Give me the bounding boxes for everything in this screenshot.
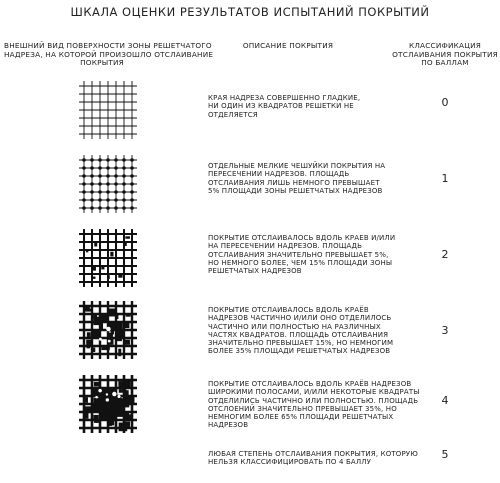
description-line: БОЛЕЕ 35% ПЛОЩАДИ РЕШЕТЧАТЫХ НАДРЕЗОВ (208, 347, 391, 356)
flake-mark (114, 190, 118, 194)
peel-mark (108, 309, 115, 317)
flake-mark (122, 174, 126, 178)
peel-mark (86, 340, 90, 349)
flake-mark (106, 166, 110, 170)
flake-mark (90, 158, 94, 162)
header-line: ОТСЛАИВАНИЯ ПОКРЫТИЯ (392, 49, 498, 59)
description-line: ПОКРЫТИЕ ОТСЛАИВАЛОСЬ ВДОЛЬ КРАЕВ И/ИЛИ (208, 234, 396, 242)
header-line: ВНЕШНИЙ ВИД ПОВЕРХНОСТИ ЗОНЫ РЕШЕТЧАТОГО (4, 41, 212, 50)
flake-mark (90, 166, 94, 170)
peel-mark (101, 265, 104, 269)
speck-mark (108, 340, 111, 343)
flake-mark (98, 198, 102, 202)
lattice-grid-illustration (78, 300, 138, 360)
flake-mark (114, 166, 118, 170)
score-value: 1 (441, 172, 449, 185)
flake-mark (130, 182, 134, 186)
peel-mark (84, 305, 90, 312)
row-description (208, 306, 393, 356)
score-value: 0 (441, 96, 449, 109)
peel-mark (92, 277, 95, 279)
peel-mark (123, 242, 126, 246)
flake-mark (98, 174, 102, 178)
flake-mark (114, 182, 118, 186)
description-line: ОТСЛАИВАНИЯ ЛИШЬ НЕМНОГО ПРЕВЫШАЕТ (208, 178, 380, 187)
detached-square (100, 404, 108, 412)
flake-mark (90, 174, 94, 178)
peel-mark (123, 340, 130, 345)
flake-mark (98, 206, 102, 210)
flake-mark (98, 190, 102, 194)
cross-cut-grid-svg (78, 228, 138, 288)
flake-mark (130, 166, 134, 170)
peel-mark (118, 349, 121, 357)
flake-mark (82, 198, 86, 202)
flake-mark (106, 198, 110, 202)
description-line: НИ ОДИН ИЗ КВАДРАТОВ РЕШЕТКИ НЕ (208, 102, 354, 111)
flake-mark (98, 158, 102, 162)
speck-mark (95, 396, 98, 399)
row-description (208, 380, 420, 430)
peel-mark (93, 415, 98, 421)
flake-mark (82, 206, 86, 210)
peel-mark (126, 313, 131, 317)
peel-mark (124, 412, 129, 418)
peel-mark (109, 420, 114, 426)
peel-mark (124, 321, 129, 328)
description-line: РЕШЕТЧАТЫХ НАДРЕЗОВ (208, 267, 302, 276)
detached-square (100, 314, 108, 322)
peel-mark (125, 236, 130, 238)
description-line: ПЕРЕСЕЧЕНИИ НАДРЕЗОВ. ПЛОЩАДЬ (208, 170, 350, 179)
peel-mark (124, 390, 129, 397)
description-line: ШИРОКИМИ ПОЛОСАМИ, И/ИЛИ НЕКОТОРЫЕ КВАДРАТЫ (208, 388, 420, 397)
description-line: ОТСЛОЕНИЙ ЗНАЧИТЕЛЬНО ПРЕВЫШАЕТ 35%, НО (208, 404, 397, 413)
description-line: НЕЛЬЗЯ КЛАССИФИЦИРОВАТЬ ПО 4 БАЛЛУ (208, 458, 372, 467)
description-line: ОТСЛАИВАНИЯ ЗНАЧИТЕЛЬНО ПРЕВЫШАЕТ 5%, (208, 250, 389, 259)
peel-mark (101, 346, 109, 351)
flake-mark (130, 190, 134, 194)
flake-mark (130, 198, 134, 202)
cross-cut-grid-svg (78, 300, 138, 360)
peel-mark (84, 406, 91, 412)
lattice-grid-illustration (78, 80, 138, 140)
detached-square (100, 412, 108, 420)
flake-mark (98, 166, 102, 170)
flake-mark (90, 190, 94, 194)
flake-mark (114, 198, 118, 202)
flake-mark (106, 158, 110, 162)
score-value: 3 (441, 324, 449, 337)
flake-mark (122, 190, 126, 194)
flake-mark (82, 174, 86, 178)
flake-mark (106, 190, 110, 194)
flake-mark (82, 182, 86, 186)
description-line: НАДРЕЗОВ ЧАСТИЧНО И/ИЛИ ОНО ОТДЕЛИЛОСЬ (208, 314, 392, 323)
lattice-grid-illustration (78, 228, 138, 288)
peel-mark (110, 252, 113, 257)
detached-square (116, 330, 124, 338)
detached-square (108, 412, 116, 420)
flake-mark (122, 158, 126, 162)
peel-mark (116, 323, 122, 330)
description-line: НЕМНОГИМ БОЛЕЕ 65% ПЛОЩАДИ РЕШЕТЧАТЫХ (208, 413, 394, 422)
description-line: ЧАСТЯХ КВАДРАТОВ. ПЛОЩАДЬ ОТСЛАИВАНИЯ (208, 330, 389, 339)
speck-mark (106, 393, 108, 395)
detached-square (92, 330, 100, 338)
description-line: НО НЕМНОГО БОЛЕЕ, ЧЕМ 15% ПЛОЩАДИ ЗОНЫ (208, 258, 393, 267)
peel-mark (93, 266, 96, 271)
flake-mark (130, 174, 134, 178)
detached-square (92, 388, 100, 396)
header-line: КЛАССИФИКАЦИЯ (408, 41, 481, 50)
speck-mark (112, 392, 116, 396)
speck-mark (106, 398, 109, 401)
flake-mark (82, 190, 86, 194)
document-title: ШКАЛА ОЦЕНКИ РЕЗУЛЬТАТОВ ИСПЫТАНИЙ ПОКРЫТИЙ (70, 5, 430, 19)
cross-cut-grid-svg (78, 154, 138, 214)
flake-mark (106, 206, 110, 210)
peel-mark (87, 332, 91, 338)
flake-mark (106, 174, 110, 178)
flake-mark (90, 206, 94, 210)
flake-mark (98, 182, 102, 186)
header-line: ПОКРЫТИЯ (80, 58, 124, 68)
description-line: НАДРЕЗОВ (208, 421, 249, 430)
peel-mark (118, 381, 124, 388)
peel-mark (86, 250, 88, 253)
peel-mark (118, 274, 122, 278)
peel-mark (124, 380, 130, 387)
header-line: ПО БАЛЛАМ (421, 58, 469, 68)
flake-mark (114, 206, 118, 210)
flake-mark (130, 158, 134, 162)
detached-square (116, 404, 124, 412)
peel-mark (94, 382, 101, 386)
score-value: 5 (441, 448, 449, 461)
cross-cut-grid-svg (78, 374, 138, 434)
peel-mark (107, 275, 110, 279)
speck-mark (106, 327, 110, 331)
description-line: ЧАСТИЧНО ИЛИ ПОЛНОСТЬЮ НА РАЗЛИЧНЫХ (208, 322, 381, 331)
description-line: ПОКРЫТИЕ ОТСЛАИВАЛОСЬ ВДОЛЬ КРАЁВ НАДРЕЗОВ (208, 380, 412, 388)
score-value: 4 (441, 394, 449, 407)
description-line: ОТДЕЛЯЕТСЯ (208, 110, 258, 119)
column-header-view (4, 41, 214, 68)
peel-mark (94, 242, 97, 247)
description-line: ЛЮБАЯ СТЕПЕНЬ ОТСЛАИВАНИЯ ПОКРЫТИЯ, КОТОРУЮ (208, 450, 418, 458)
lattice-grid-illustration (78, 374, 138, 434)
row-description (208, 234, 396, 276)
detached-square (92, 404, 100, 412)
flake-mark (122, 198, 126, 202)
peel-mark (93, 317, 101, 325)
row-description (208, 450, 418, 467)
peel-mark (85, 397, 88, 403)
flake-mark (90, 198, 94, 202)
peel-mark (115, 413, 124, 417)
row-description (208, 162, 393, 195)
score-value: 2 (441, 248, 449, 261)
flake-mark (114, 174, 118, 178)
row-description (208, 94, 393, 119)
peel-mark (123, 421, 130, 427)
flake-mark (82, 166, 86, 170)
flake-mark (122, 206, 126, 210)
peel-mark (108, 333, 113, 340)
flake-mark (122, 166, 126, 170)
flake-mark (106, 182, 110, 186)
header-line: НАДРЕЗА, НА КОТОРОЙ ПРОИЗОШЛО ОТСЛАИВАНИЕ (4, 49, 214, 59)
flake-mark (90, 182, 94, 186)
lattice-grid-illustration (78, 154, 138, 214)
description-line: КРАЯ НАДРЕЗА СОВЕРШЕННО ГЛАДКИЕ, (208, 94, 361, 102)
description-line: ЗНАЧИТЕЛЬНО ПРЕВЫШАЕТ 15%, НО НЕМНОГИМ (208, 339, 394, 348)
header-line: ОПИСАНИЕ ПОКРЫТИЯ (242, 41, 334, 50)
flake-mark (114, 158, 118, 162)
flake-mark (130, 206, 134, 210)
description-line: НА ПЕРЕСЕЧЕНИИ НАДРЕЗОВ. ПЛОЩАДЬ (208, 242, 363, 251)
description-line: 5% ПЛОЩАДИ ЗОНЫ РЕШЕТЧАТЫХ НАДРЕЗОВ (208, 186, 383, 195)
description-line: ОТДЕЛИЛИСЬ ЧАСТИЧНО ИЛИ ПОЛНОСТЬЮ. ПЛОЩАДЬ (208, 396, 419, 405)
speck-mark (99, 338, 102, 341)
cross-cut-grid-svg (78, 80, 138, 140)
description-line: ОТДЕЛЬНЫЕ МЕЛКИЕ ЧЕШУЙКИ ПОКРЫТИЯ НА (208, 162, 386, 170)
detached-square (108, 396, 116, 404)
peel-mark (115, 313, 118, 319)
flake-mark (82, 158, 86, 162)
speck-mark (98, 389, 102, 393)
column-header-description (228, 42, 348, 51)
column-header-classification (392, 42, 498, 68)
flake-mark (122, 182, 126, 186)
peel-mark (91, 348, 95, 352)
speck-mark (117, 395, 120, 398)
detached-square (108, 404, 116, 412)
description-line: ПОКРЫТИЕ ОТСЛАИВАЛОСЬ ВДОЛЬ КРАЁВ (208, 306, 369, 314)
